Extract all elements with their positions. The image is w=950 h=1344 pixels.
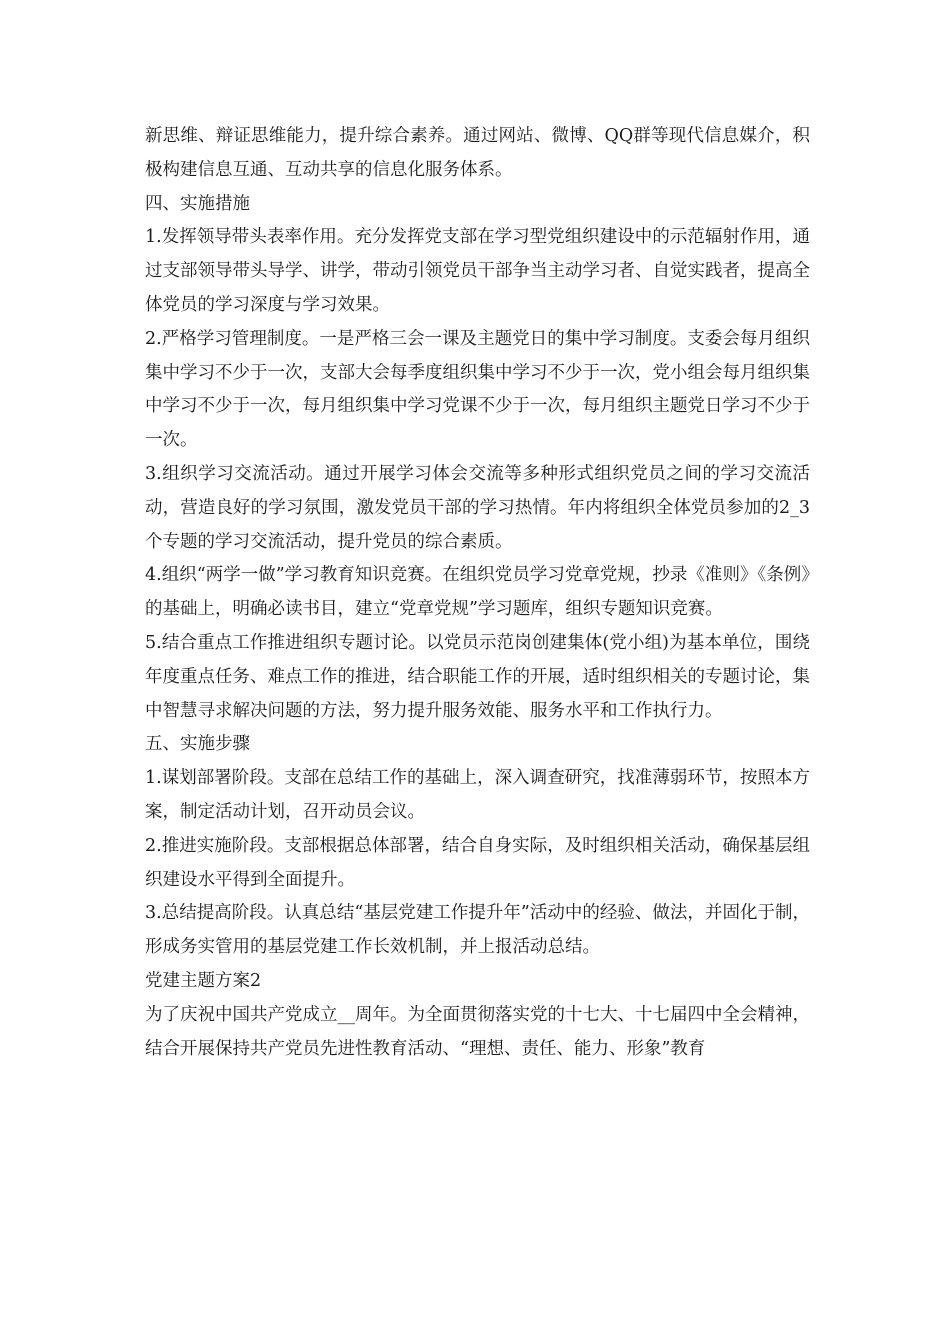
paragraph-measure-2: 2.严格学习管理制度。一是严格三会一课及主题党日的集中学习制度。支委会每月组织集中学习不少于一次，支部大会每季度组织集中学习不少于一次，党小组会每月组织集中学习不少于一次，每月组织集中学习党课不少于一次，每月组织主题党日学习不少于一次。	[145, 328, 810, 451]
paragraph-measure-5: 5.结合重点工作推进组织专题讨论。以党员示范岗创建集体(党小组)为基本单位，围绕年度重点任务、难点工作的推进，结合职能工作的开展，适时组织相关的专题讨论，集中智慧寻求解决问题的方法，努力提升服务效能、服务水平和工作执行力。	[145, 632, 810, 721]
paragraph-step-1: 1.谋划部署阶段。支部在总结工作的基础上，深入调查研究，找准薄弱环节，按照本方案，制定活动计划，召开动员会议。	[145, 768, 810, 822]
paragraph-measure-4: 4.组织“两学一做”学习教育知识竞赛。在组织党员学习党章党规，抄录《准则》《条例》的基础上，明确必读书目，建立“党章党规”学习题库，组织专题知识竞赛。	[145, 565, 810, 620]
paragraph-step-3: 3.总结提高阶段。认真总结“基层党建工作提升年”活动中的经验、做法，并固化于制，形成务实管用的基层党建工作长效机制，并上报活动总结。	[145, 903, 810, 958]
paragraph-step-2: 2.推进实施阶段。支部根据总体部署，结合自身实际，及时组织相关活动，确保基层组织建设水平得到全面提升。	[145, 835, 810, 890]
document-title-plan-2: 党建主题方案2	[145, 970, 262, 991]
section-heading-measures: 四、实施措施	[145, 193, 250, 214]
document-body	[145, 120, 810, 1066]
paragraph-plan-2-intro: 为了庆祝中国共产党成立__周年。为全面贯彻落实党的十七大、十七届四中全会精神，结合开展保持共产党员先进性教育活动、“理想、责任、能力、形象”教育	[145, 1004, 810, 1059]
paragraph-measure-3: 3.组织学习交流活动。通过开展学习体会交流等多种形式组织党员之间的学习交流活动，营造良好的学习氛围，激发党员干部的学习热情。年内将组织全体党员参加的2_3个专题的学习交流活动，提升党员的综合素质。	[145, 463, 810, 552]
paragraph-measure-1: 1.发挥领导带头表率作用。充分发挥党支部在学习型党组织建设中的示范辐射作用，通过支部领导带头导学、讲学，带动引领党员干部争当主动学习者、自觉实践者，提高全体党员的学习深度与学习效果。	[145, 227, 810, 315]
section-heading-steps: 五、实施步骤	[145, 734, 250, 755]
paragraph-intro-continued: 新思维、辩证思维能力，提升综合素养。通过网站、微博、QQ群等现代信息媒介，积极构建信息互通、互动共享的信息化服务体系。	[145, 126, 810, 180]
